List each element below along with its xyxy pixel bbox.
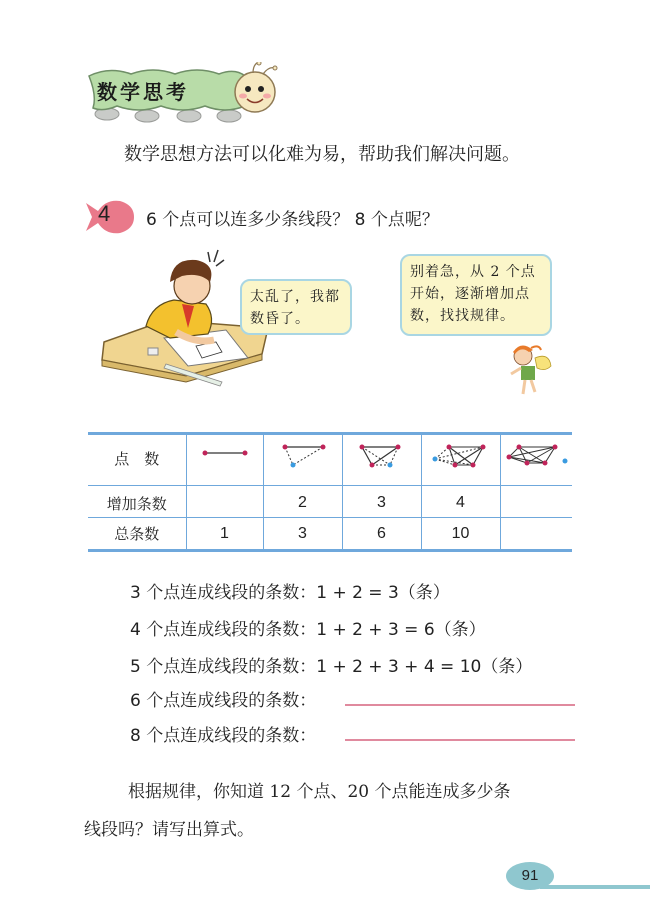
bubble-girl-line-1: 别着急，从 2 个点 [410,264,536,280]
diagram-4-points [342,433,421,485]
equation-6-points: 6 个点连成线段的条数： [130,691,317,711]
fish-icon [86,197,136,237]
total-cell [500,517,572,550]
question-number-badge [86,197,136,237]
section-title: 数学思考 [97,80,189,104]
five-point-diagram-icon [429,439,493,473]
page-footer-rule [540,885,650,889]
row-label-added: 增加条数 [88,485,186,517]
intro-text: 数学思想方法可以化难为易，帮助我们解决问题。 [124,144,520,165]
page-number: 91 [506,862,554,890]
fairy-girl-illustration [505,338,555,398]
two-point-diagram-icon [195,441,255,471]
final-question-line-2: 线段吗？请写出算式。 [84,820,254,840]
bubble-girl-line-2: 开始，逐渐增加点 [410,286,530,302]
answer-blank-6-points[interactable] [345,704,575,706]
equation-8-points: 8 个点连成线段的条数： [130,726,317,746]
added-cell [500,485,572,517]
added-cell [186,485,263,517]
total-cell: 3 [263,517,342,550]
diagram-5-points [421,433,500,485]
added-cell: 2 [263,485,342,517]
row-label-total: 总条数 [88,517,186,550]
row-label-points: 点 数 [88,433,186,485]
six-point-diagram-icon [501,439,571,473]
speech-bubble-girl [400,254,552,336]
final-question-line-1: 根据规律，你知道 12 个点、20 个点能连成多少条 [128,782,511,802]
question-number: 4 [98,201,111,226]
total-cell: 6 [342,517,421,550]
equation-3-points: 3 个点连成线段的条数：1 + 2 = 3（条） [130,583,450,603]
table-bottom-rule [88,549,572,552]
table-row-total [88,517,572,550]
equation-5-points: 5 个点连成线段的条数：1 + 2 + 3 + 4 = 10（条） [130,657,533,677]
bubble-boy-line-1: 太乱了，我都 [250,289,340,305]
four-point-diagram-icon [352,439,412,473]
question-text: 6 个点可以连多少条线段？ 8 个点呢？ [146,210,439,230]
added-cell: 3 [342,485,421,517]
total-cell: 10 [421,517,500,550]
answer-blank-8-points[interactable] [345,739,575,741]
diagram-2-points [186,433,263,485]
bubble-boy-line-2: 数昏了。 [250,311,310,327]
points-segments-table [88,433,572,551]
speech-bubble-boy [240,279,352,335]
table-row-added [88,485,572,517]
bubble-girl-line-3: 数，找找规律。 [410,308,515,324]
section-header-caterpillar [85,62,285,132]
diagram-3-points [263,433,342,485]
total-cell: 1 [186,517,263,550]
added-cell: 4 [421,485,500,517]
equation-4-points: 4 个点连成线段的条数：1 + 2 + 3 = 6（条） [130,620,486,640]
diagram-6-points [500,433,572,485]
table-row-points [88,433,572,485]
three-point-diagram-icon [273,439,333,473]
